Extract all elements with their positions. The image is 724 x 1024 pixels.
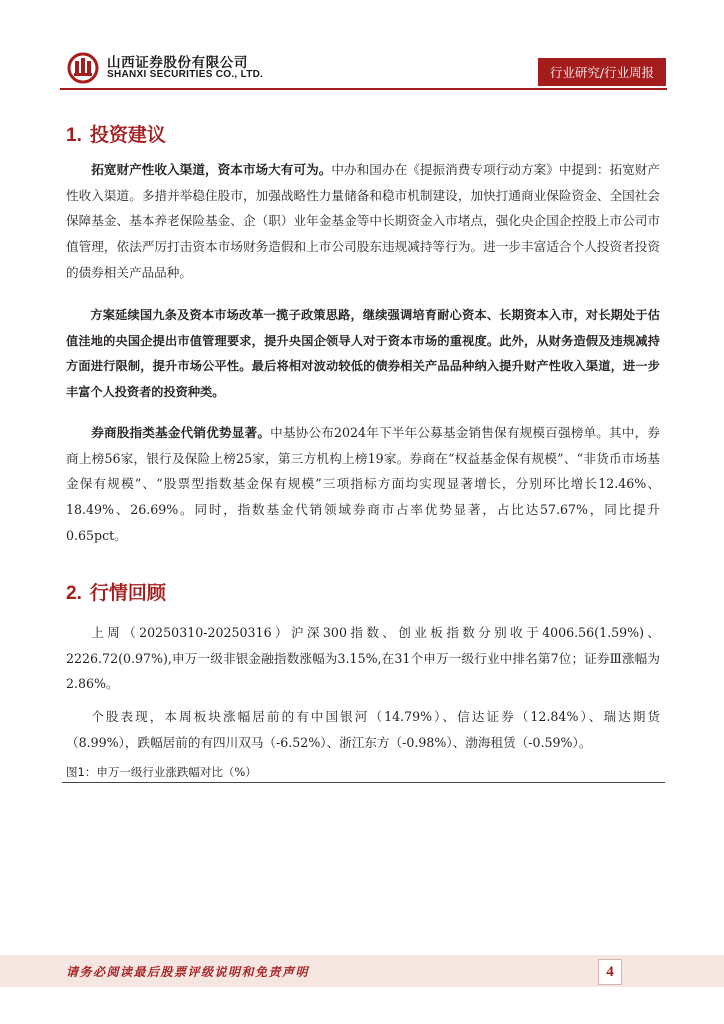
paragraph-body: 中基协公布2024年下半年公募基金销售保有规模百强榜单。其中，券商上榜56家，银行及保险上榜25家，第三方机构上榜19家。券商在“权益基金保有规模”、“非货币市场基金保有规模”、“股票型指数基金保有规模”三项指标方面均实现显著增长，分别环比增长12.46%、18.49%、26.69%。同时，指数基金代销领域券商市占率优势显著，占比达57.67%，同比提升0.65pct。 <box>66 425 660 543</box>
section-1-number: 1. <box>66 125 82 146</box>
header-divider <box>60 88 667 90</box>
section-2-heading <box>66 578 166 605</box>
figure-caption: 图1：申万一级行业涨跌幅对比（%） <box>66 765 257 779</box>
company-logo-icon <box>67 52 99 84</box>
section-1-heading <box>66 120 166 147</box>
section-2-number: 2. <box>66 583 82 604</box>
section-1-paragraph-1 <box>66 157 660 286</box>
paragraph-lead: 拓宽财产性收入渠道，资本市场大有可为。 <box>91 162 332 177</box>
section-2-title: 行情回顾 <box>89 582 166 604</box>
company-name-cn: 山西证券股份有限公司 <box>107 55 248 71</box>
company-name-en: SHANXI SECURITIES CO., LTD. <box>107 69 264 80</box>
section-1-title: 投资建议 <box>89 124 166 146</box>
footer-disclaimer-link[interactable]: 请务必阅读最后股票评级说明和免责声明 <box>66 965 310 979</box>
section-2-paragraph-2: 个股表现，本周板块涨幅居前的有中国银河（14.79%）、信达证券（12.84%）、瑞达期货（8.99%），跌幅居前的有四川双马（-6.52%）、浙江东方（-0.98%）、渤海租赁（-0.59%）。 <box>66 709 660 750</box>
section-1-paragraph-2: 方案延续国九条及资本市场改革一揽子政策思路，继续强调培育耐心资本、长期资本入市，对长期处于估值洼地的央国企提出市值管理要求，提升央国企领导人对于资本市场的重视度。此外，从财务造假及违规减持方面进行限制，提升市场公平性。最后将相对波动较低的债券相关产品品种纳入提升财产性收入渠道，进一步丰富个人投资者的投资种类。 <box>66 308 660 400</box>
paragraph-body: 中办和国办在《提振消费专项行动方案》中提到：拓宽财产性收入渠道。多措并举稳住股市，加强战略性力量储备和稳市机制建设，加快打通商业保险资金、全国社会保障基金、基本养老保险基金、企（职）业年金基金等中长期资金入市堵点，强化央企国企控股上市公司市值管理，依法严厉打击资本市场财务造假和上市公司股东违规减持等行为。进一步丰富适合个人投资者投资的债券相关产品品种。 <box>66 162 661 280</box>
figure-divider <box>62 782 665 783</box>
page-number: 4 <box>598 959 622 985</box>
paragraph-lead: 券商股指类基金代销优势显著。 <box>91 425 271 440</box>
report-type-tag: 行业研究/行业周报 <box>538 58 666 86</box>
section-2-paragraph-1: 上周（20250310-20250316）沪深300指数、创业板指数分别收于4006.56(1.59%)、2226.72(0.97%),申万一级非银金融指数涨幅为3.15%,在31个申万一级行业中排名第7位；证券Ⅲ涨幅为2.86%。 <box>66 625 660 692</box>
section-1-paragraph-3 <box>66 420 660 549</box>
